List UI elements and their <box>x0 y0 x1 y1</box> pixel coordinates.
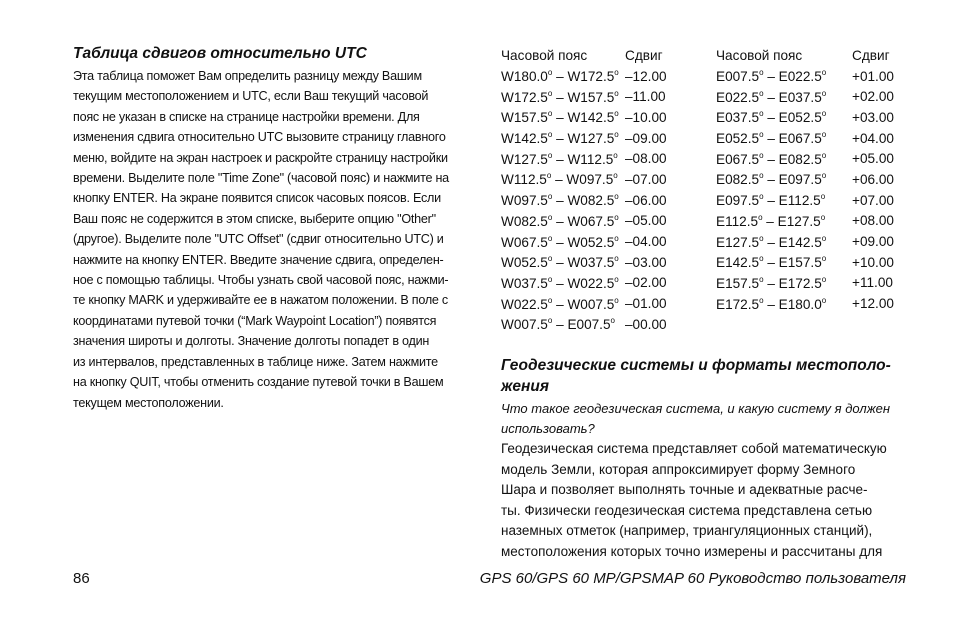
offset-value-east: +05.00 <box>852 151 894 167</box>
range-dash: – <box>763 89 779 105</box>
degree-mark: o <box>547 109 553 119</box>
text-line: те кнопку MARK и удерживайте ее в нажатом положении. В поле с <box>73 293 448 308</box>
offset-value-east: +01.00 <box>852 68 894 84</box>
range-dash: – <box>552 255 568 271</box>
degree-mark: o <box>614 130 619 140</box>
offset-value-east: +06.00 <box>852 171 894 187</box>
offset-value-west: –02.00 <box>625 275 667 291</box>
title-line: жения <box>501 378 549 395</box>
text-line: изменения сдвига относительно UTC вызовите страницу главного <box>73 130 446 145</box>
timezone-range-west <box>501 169 625 190</box>
degree-mark: o <box>759 192 764 202</box>
datum-section-title <box>501 355 906 397</box>
timezone-range-west <box>501 314 625 335</box>
degree-mark: o <box>821 254 827 264</box>
degree-mark: o <box>759 171 764 181</box>
timezone-table <box>501 45 902 335</box>
header-offset-2: Сдвиг <box>852 47 890 63</box>
degree-mark: o <box>821 109 827 119</box>
longitude-from: W007.5 <box>501 317 548 333</box>
text-line: Шара и позволяет выполнять точные и адекватные расче- <box>501 482 868 497</box>
offset-value-west: –12.00 <box>625 68 667 84</box>
table-row <box>501 252 902 273</box>
longitude-to: W067.5 <box>567 213 615 229</box>
range-dash: – <box>762 213 778 229</box>
timezone-range-east <box>716 273 852 294</box>
longitude-to: E007.5 <box>567 317 611 333</box>
text-line: координатами путевой точки (“Mark Waypoint Location”) появятся <box>73 313 437 328</box>
longitude-to: E180.0 <box>778 296 822 312</box>
degree-mark: o <box>547 150 553 160</box>
offset-value-east: +07.00 <box>852 192 894 208</box>
degree-mark: o <box>613 171 618 181</box>
degree-mark: o <box>821 150 827 160</box>
table-row <box>501 86 902 107</box>
longitude-from: W157.5 <box>501 110 548 126</box>
offset-value-east: +04.00 <box>852 130 894 146</box>
timezone-range-west <box>501 148 625 169</box>
range-dash: – <box>763 234 779 250</box>
offset-value-east: +09.00 <box>852 234 894 250</box>
range-dash: – <box>552 69 568 85</box>
timezone-range-west <box>501 293 625 314</box>
range-dash: – <box>552 193 568 209</box>
degree-mark: o <box>614 68 619 78</box>
page-number: 86 <box>73 570 90 587</box>
table-row <box>501 293 902 314</box>
table-row <box>501 66 902 87</box>
text-line: модель Земли, которая аппроксимирует форму Земного <box>501 461 856 477</box>
offset-value-east: +11.00 <box>852 275 893 291</box>
longitude-from: W052.5 <box>501 255 548 271</box>
timezone-table-body <box>501 66 902 335</box>
range-dash: – <box>552 296 568 312</box>
timezone-range-east <box>716 314 852 335</box>
degree-mark: o <box>759 150 764 160</box>
range-dash: – <box>763 193 779 209</box>
degree-mark: o <box>547 316 553 326</box>
utc-offset-body <box>73 66 478 413</box>
degree-mark: o <box>614 233 619 243</box>
longitude-from: E037.5 <box>716 110 760 126</box>
degree-mark: o <box>614 88 619 98</box>
offset-value-west: –01.00 <box>625 296 667 312</box>
degree-mark: o <box>614 254 619 264</box>
text-line: пояс не указан в списке на странице настройки времени. Для <box>73 109 420 124</box>
longitude-to: W172.5 <box>567 69 615 85</box>
longitude-to: W127.5 <box>567 131 615 147</box>
range-dash: – <box>763 172 779 188</box>
text-line: нажмите на кнопку ENTER. Введите значение сдвига, определен- <box>73 252 444 267</box>
offset-value-west: –08.00 <box>625 151 667 167</box>
question-line: Что такое геодезическая система, и какую систему я должен <box>501 401 891 416</box>
degree-mark: o <box>547 295 553 305</box>
text-line: Геодезическая система представляет собой математическую <box>501 441 887 456</box>
longitude-from: E022.5 <box>716 89 760 105</box>
header-timezone-1: Часовой пояс <box>501 47 588 63</box>
longitude-from: W022.5 <box>501 296 548 312</box>
offset-value-west: –04.00 <box>625 234 667 250</box>
table-row <box>501 128 902 149</box>
longitude-from: E082.5 <box>716 172 760 188</box>
longitude-to: E097.5 <box>778 172 822 188</box>
longitude-to: W082.5 <box>567 193 615 209</box>
range-dash: – <box>552 110 568 126</box>
timezone-range-west <box>501 66 625 87</box>
offset-value-west: –07.00 <box>625 171 667 187</box>
timezone-range-east <box>716 86 852 107</box>
range-dash: – <box>763 131 779 147</box>
degree-mark: o <box>821 171 827 181</box>
longitude-from: E007.5 <box>716 69 760 85</box>
longitude-to: E082.5 <box>778 151 822 167</box>
degree-mark: o <box>614 109 619 119</box>
text-line: на кнопку QUIT, чтобы отменить создание путевой точки в Вашем <box>73 375 444 390</box>
timezone-range-west <box>501 231 625 252</box>
manual-title: GPS 60/GPS 60 MP/GPSMAP 60 Руководство пользователя <box>479 570 906 587</box>
offset-value-west: –10.00 <box>625 109 667 125</box>
timezone-range-east <box>716 252 852 273</box>
longitude-to: W052.5 <box>567 234 615 250</box>
longitude-from: W172.5 <box>501 89 548 105</box>
timezone-range-east <box>716 293 852 314</box>
range-dash: – <box>763 275 779 291</box>
longitude-to: W037.5 <box>567 255 615 271</box>
text-line: Эта таблица поможет Вам определить разницу между Вашим <box>73 69 422 83</box>
degree-mark: o <box>759 274 764 284</box>
table-row <box>501 231 902 252</box>
text-line: меню, войдите на экран настроек и раскройте страницу настройки <box>73 150 448 165</box>
range-dash: – <box>763 110 779 126</box>
timezone-range-east <box>716 231 852 252</box>
text-line: ное с помощью таблицы. Чтобы узнать свой часовой пояс, нажми- <box>73 273 449 288</box>
longitude-from: W127.5 <box>501 151 548 167</box>
timezone-range-east <box>716 107 852 128</box>
degree-mark: o <box>614 274 619 284</box>
degree-mark: o <box>547 254 553 264</box>
degree-mark: o <box>821 295 827 305</box>
table-row <box>501 273 902 294</box>
longitude-from: W112.5 <box>501 172 547 188</box>
timezone-range-west <box>501 86 625 107</box>
range-dash: – <box>552 317 568 333</box>
text-line: кнопку ENTER. На экране появится список часовых поясов. Если <box>73 191 441 206</box>
range-dash: – <box>552 151 568 167</box>
longitude-from: W142.5 <box>501 131 548 147</box>
right-lower-section <box>501 355 906 562</box>
timezone-range-west <box>501 252 625 273</box>
degree-mark: o <box>614 212 619 222</box>
degree-mark: o <box>821 68 827 78</box>
longitude-to: E142.5 <box>778 234 822 250</box>
offset-value-east: +03.00 <box>852 109 894 125</box>
offset-value-west: –11.00 <box>625 89 666 105</box>
longitude-to: E022.5 <box>778 69 822 85</box>
offset-value-east: +10.00 <box>852 254 894 270</box>
longitude-to: W097.5 <box>566 172 614 188</box>
text-line: текущем местоположении. <box>73 395 224 410</box>
range-dash: – <box>552 131 568 147</box>
table-row <box>501 107 902 128</box>
longitude-to: E037.5 <box>778 89 822 105</box>
degree-mark: o <box>821 274 827 284</box>
degree-mark: o <box>546 171 552 181</box>
timezone-range-east <box>716 66 852 87</box>
range-dash: – <box>552 275 568 291</box>
degree-mark: o <box>759 295 764 305</box>
longitude-to: W112.5 <box>567 151 614 167</box>
longitude-to: W142.5 <box>567 110 615 126</box>
offset-value-east: +12.00 <box>852 296 894 312</box>
degree-mark: o <box>547 212 553 222</box>
degree-mark: o <box>821 88 827 98</box>
range-dash: – <box>763 296 779 312</box>
degree-mark: o <box>547 233 553 243</box>
longitude-from: E142.5 <box>716 255 760 271</box>
longitude-to: E127.5 <box>777 213 821 229</box>
longitude-to: E067.5 <box>778 131 822 147</box>
text-line: значения широты и долготы. Значение долготы попадет в один <box>73 334 430 349</box>
table-row <box>501 148 902 169</box>
offset-value-west: –06.00 <box>625 192 667 208</box>
degree-mark: o <box>614 192 619 202</box>
offset-value-east <box>852 314 902 335</box>
degree-mark: o <box>759 68 764 78</box>
range-dash: – <box>552 213 568 229</box>
longitude-from: E157.5 <box>716 275 760 291</box>
range-dash: – <box>763 255 779 271</box>
text-line: местоположения которых точно измерены и рассчитаны для <box>501 543 883 559</box>
timezone-range-west <box>501 211 625 232</box>
degree-mark: o <box>820 212 826 222</box>
left-column <box>73 44 478 413</box>
timezone-range-west <box>501 273 625 294</box>
degree-mark: o <box>759 233 764 243</box>
longitude-to: W007.5 <box>567 296 615 312</box>
header-offset-1: Сдвиг <box>625 47 663 63</box>
range-dash: – <box>763 151 779 167</box>
timezone-range-west <box>501 128 625 149</box>
longitude-to: W022.5 <box>567 275 615 291</box>
degree-mark: o <box>610 316 615 326</box>
longitude-from: W037.5 <box>501 275 548 291</box>
degree-mark: o <box>547 68 553 78</box>
range-dash: – <box>763 69 779 85</box>
longitude-to: E172.5 <box>778 275 822 291</box>
range-dash: – <box>551 172 567 188</box>
offset-value-east: +02.00 <box>852 89 894 105</box>
datum-question <box>501 399 906 439</box>
table-row <box>501 211 902 232</box>
degree-mark: o <box>821 233 827 243</box>
text-line: ты. Физически геодезическая система представлена сетью <box>501 502 873 518</box>
degree-mark: o <box>613 150 618 160</box>
text-line: текущим местоположением и UTC, если Ваш текущий часовой <box>73 89 429 104</box>
longitude-from: E097.5 <box>716 193 760 209</box>
degree-mark: o <box>820 192 826 202</box>
header-timezone-2: Часовой пояс <box>716 47 803 63</box>
utc-offset-title: Таблица сдвигов относительно UTC <box>73 45 367 62</box>
timezone-range-east <box>716 169 852 190</box>
offset-value-west: –00.00 <box>625 316 667 332</box>
degree-mark: o <box>759 109 764 119</box>
range-dash: – <box>552 89 568 105</box>
timezone-range-west <box>501 107 625 128</box>
range-dash: – <box>552 234 568 250</box>
timezone-range-east <box>716 128 852 149</box>
title-line: Геодезические системы и форматы местополо- <box>501 357 891 374</box>
table-row <box>501 314 902 335</box>
degree-mark: o <box>547 274 553 284</box>
longitude-from: E127.5 <box>716 234 760 250</box>
timezone-range-west <box>501 190 625 211</box>
text-line: (другое). Выделите поле "UTC Offset" (сдвиг относительно UTC) и <box>73 232 444 247</box>
offset-value-west: –03.00 <box>625 254 667 270</box>
longitude-from: E052.5 <box>716 131 760 147</box>
text-line: Ваш пояс не содержится в этом списке, выберите опцию "Other" <box>73 211 436 226</box>
timezone-range-east <box>716 148 852 169</box>
offset-value-west: –09.00 <box>625 130 667 146</box>
timezone-range-east <box>716 190 852 211</box>
text-line: наземных отметок (например, триангуляционных станций), <box>501 523 873 538</box>
longitude-to: E052.5 <box>778 110 822 126</box>
degree-mark: o <box>547 130 553 140</box>
datum-body <box>501 439 906 562</box>
degree-mark: o <box>759 254 764 264</box>
longitude-from: W082.5 <box>501 213 548 229</box>
degree-mark: o <box>614 295 619 305</box>
offset-value-east: +08.00 <box>852 213 894 229</box>
text-line: из интервалов, представленных в таблице ниже. Затем нажмите <box>73 354 438 369</box>
offset-value-west: –05.00 <box>625 213 667 229</box>
table-header-row <box>501 45 902 66</box>
table-row <box>501 190 902 211</box>
degree-mark: o <box>758 212 763 222</box>
longitude-from: E067.5 <box>716 151 760 167</box>
table-row <box>501 169 902 190</box>
degree-mark: o <box>821 130 827 140</box>
longitude-from: E112.5 <box>716 213 759 229</box>
degree-mark: o <box>759 88 764 98</box>
text-line: времени. Выделите поле "Time Zone" (часовой пояс) и нажмите на <box>73 171 449 186</box>
longitude-from: W097.5 <box>501 193 548 209</box>
degree-mark: o <box>547 192 553 202</box>
degree-mark: o <box>547 88 553 98</box>
timezone-range-east <box>716 211 852 232</box>
longitude-from: W180.0 <box>501 69 548 85</box>
question-line: использовать? <box>501 421 595 436</box>
longitude-from: W067.5 <box>501 234 548 250</box>
longitude-to: E157.5 <box>778 255 822 271</box>
longitude-from: E172.5 <box>716 296 760 312</box>
degree-mark: o <box>759 130 764 140</box>
longitude-to: E112.5 <box>778 193 821 209</box>
longitude-to: W157.5 <box>567 89 615 105</box>
